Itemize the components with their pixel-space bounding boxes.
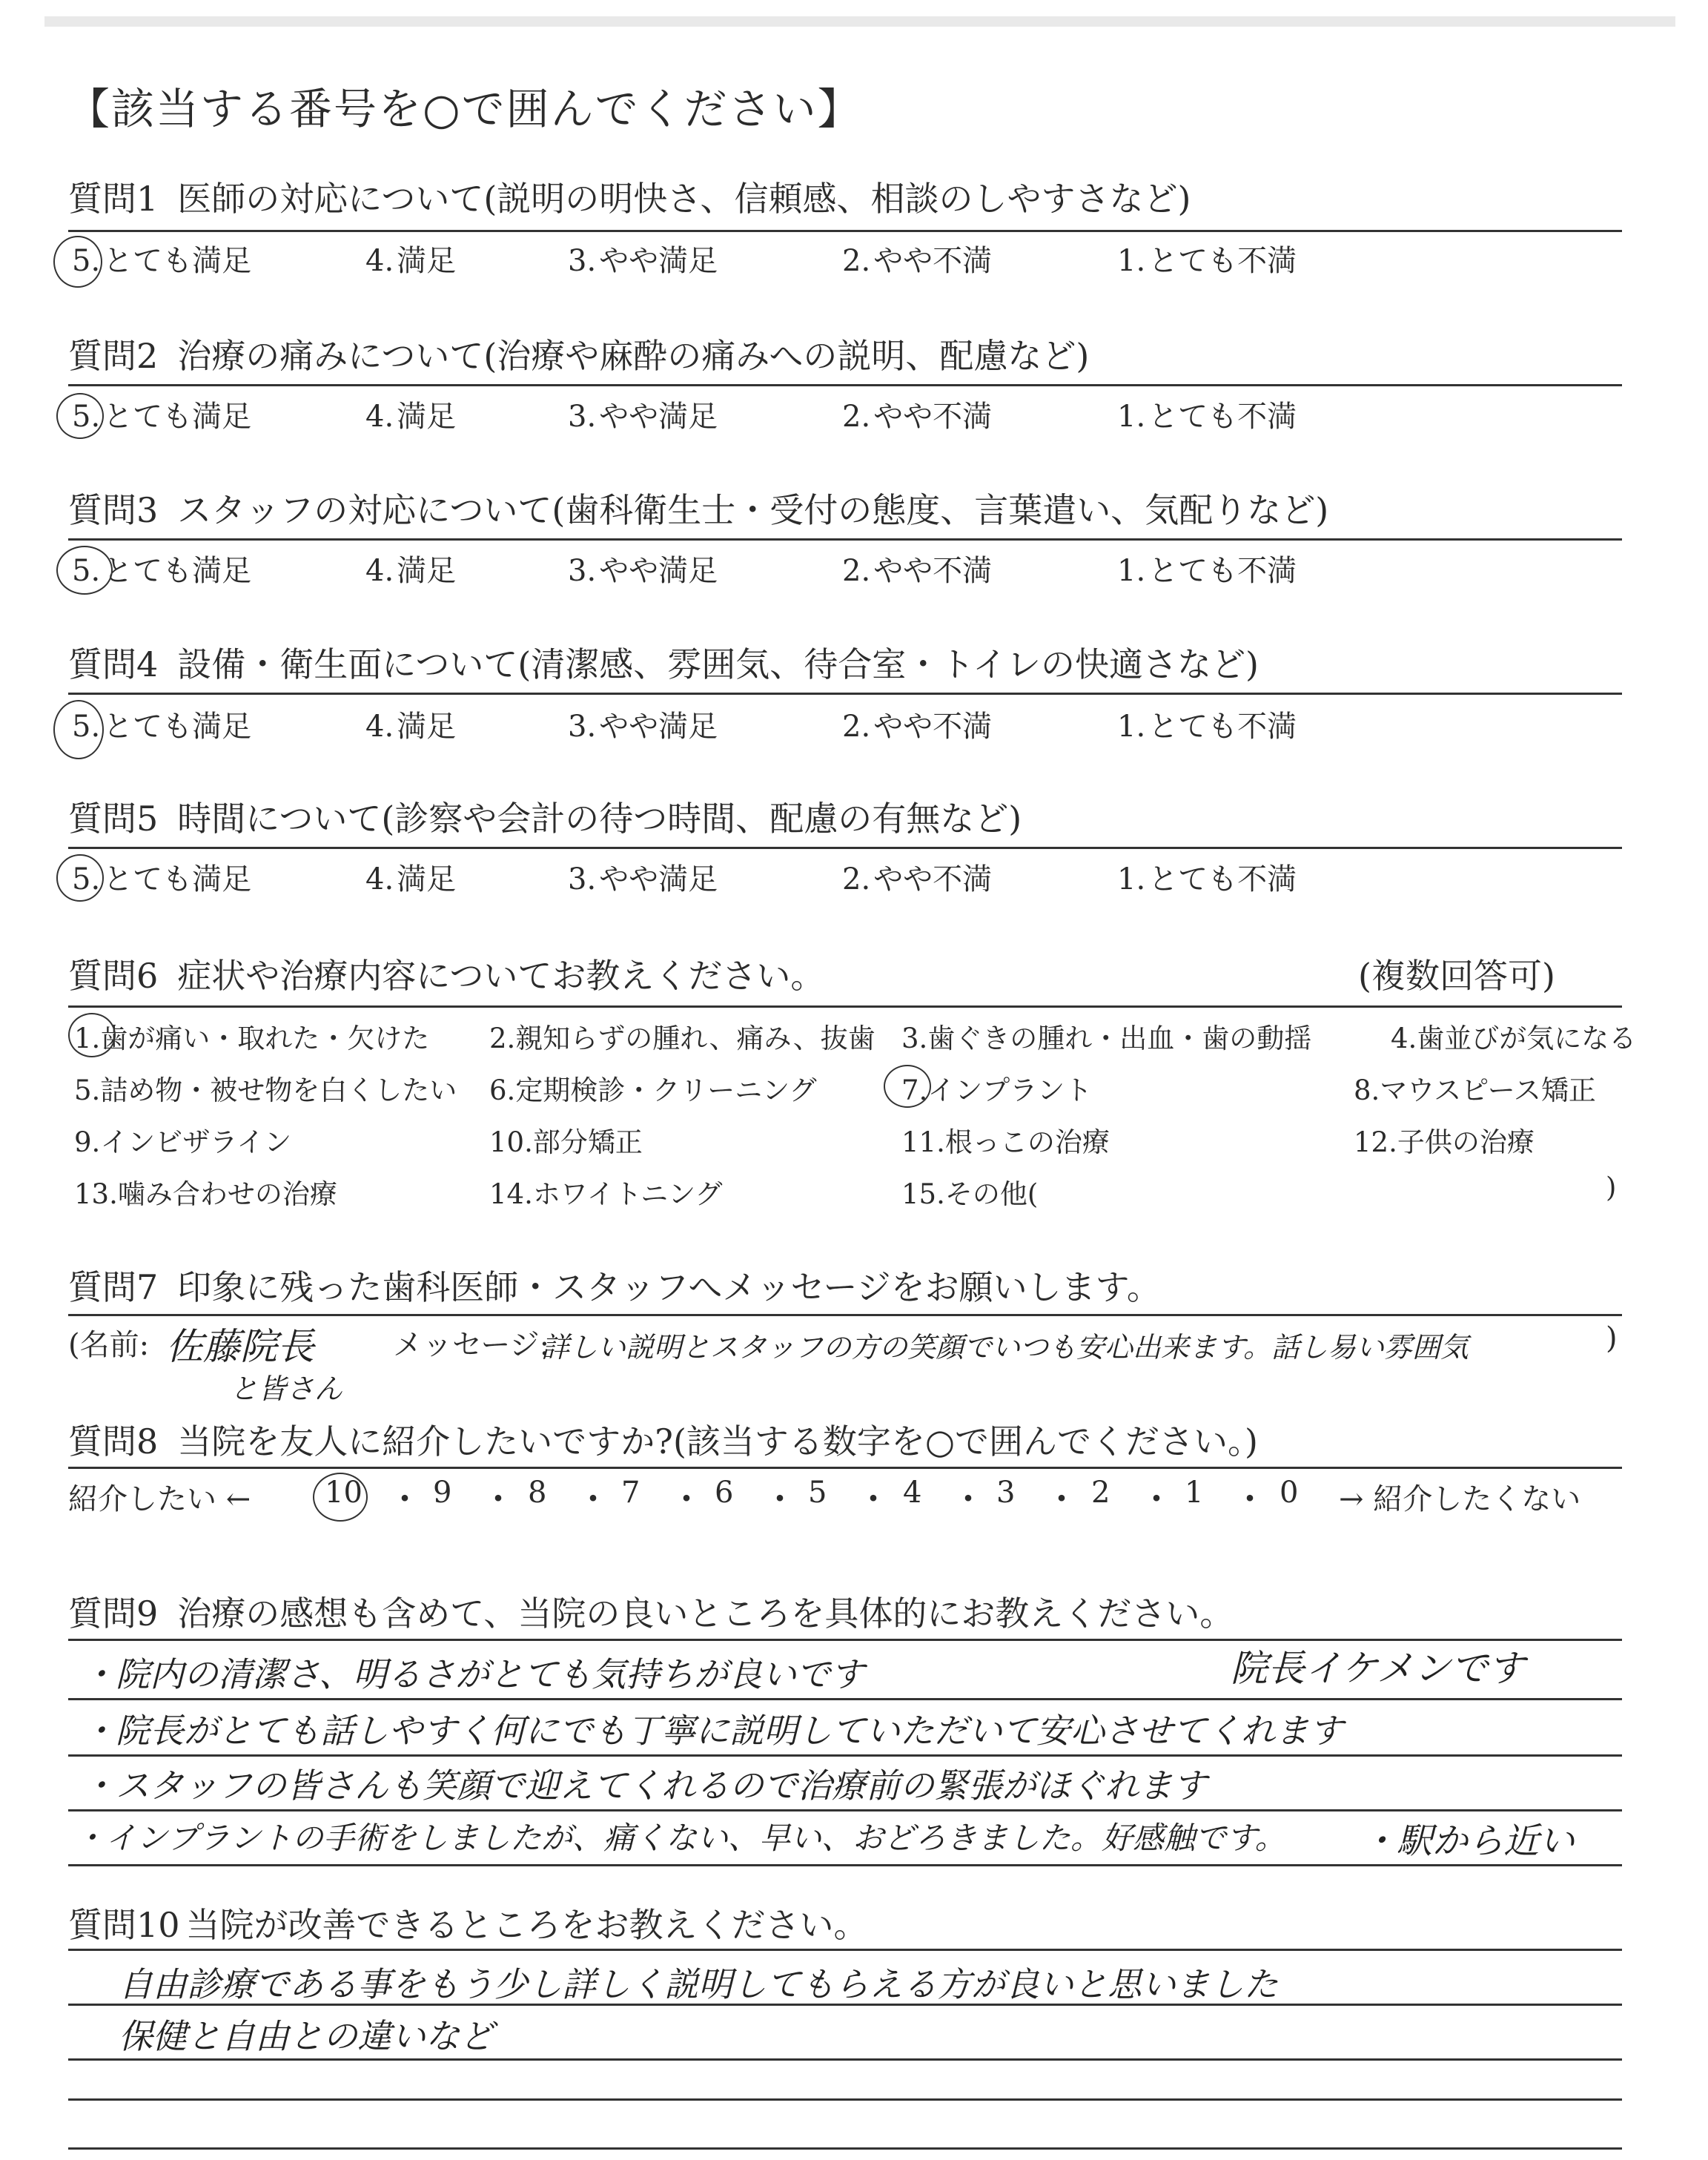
- q8-scale-0[interactable]: 0: [1280, 1476, 1299, 1510]
- question-2-number: 質問2: [68, 336, 159, 376]
- q4-option-5[interactable]: 5. とても満足: [72, 710, 252, 744]
- q9-answer-4: ・インプラントの手術をしましたが、痛くない、早い、おどろきました。好感触です。: [74, 1820, 1286, 1856]
- q6-item-14[interactable]: 14.ホワイトニング: [489, 1178, 723, 1210]
- q8-scale-8[interactable]: 8: [528, 1476, 547, 1510]
- question-3-number: 質問3: [68, 490, 159, 530]
- question-6-title: [68, 949, 824, 998]
- q8-scale-7[interactable]: 7: [621, 1476, 640, 1510]
- question-2-rule: [68, 384, 1622, 386]
- q1-option-1[interactable]: 1. とても不満: [1117, 244, 1297, 278]
- question-2-title: [68, 329, 1089, 378]
- q1-option-2[interactable]: 2. やや不満: [842, 244, 993, 278]
- q3-option-2[interactable]: 2. やや不満: [842, 554, 993, 588]
- q6-item-4[interactable]: 4.歯並びが気になる: [1391, 1023, 1637, 1054]
- q8-scale-2[interactable]: 2: [1091, 1476, 1110, 1510]
- question-10-number: 質問10: [68, 1905, 180, 1945]
- scan-edge: [44, 16, 1675, 27]
- q10-answer-1: 自由診療である事をもう少し詳しく説明してもらえる方が良いと思いました: [119, 1964, 1278, 2004]
- q7-name-handwritten: 佐藤院長: [166, 1325, 314, 1368]
- q3-selection-circle: [56, 546, 113, 595]
- question-1-number: 質問1: [68, 179, 159, 219]
- question-2-text: 治療の痛みについて(治療や麻酔の痛みへの説明、配慮など): [177, 336, 1090, 376]
- q10-line-3: [68, 2058, 1622, 2061]
- question-4-number: 質問4: [68, 644, 159, 684]
- q6-item-9[interactable]: 9.インビザライン: [74, 1126, 292, 1158]
- q1-option-5[interactable]: 5. とても満足: [72, 244, 252, 278]
- q9-aside-2: ・駅から近い: [1361, 1820, 1575, 1862]
- q7-close-paren: ): [1606, 1321, 1618, 1355]
- question-3-rule: [68, 538, 1622, 541]
- q5-option-4[interactable]: 4. 満足: [365, 862, 457, 896]
- question-9-text: 治療の感想も含めて、当院の良いところを具体的にお教えください。: [177, 1593, 1234, 1634]
- q6-item-15-close: ): [1606, 1172, 1617, 1203]
- question-1-rule: [68, 230, 1622, 232]
- q2-option-2[interactable]: 2. やや不満: [842, 400, 993, 434]
- q8-right-label: → 紹介したくない: [1339, 1482, 1581, 1516]
- q5-option-1[interactable]: 1. とても不満: [1117, 862, 1297, 896]
- q1-option-4[interactable]: 4. 満足: [365, 244, 457, 278]
- q6-item-10[interactable]: 10.部分矯正: [489, 1126, 643, 1158]
- q4-option-4[interactable]: 4. 満足: [365, 710, 457, 744]
- question-4-options: [0, 703, 1708, 747]
- q7-name-label: (名前:: [68, 1328, 150, 1362]
- q9-aside-1: 院長イケメンです: [1231, 1647, 1525, 1690]
- q6-item-5[interactable]: 5.詰め物・被せ物を白くしたい: [74, 1074, 457, 1106]
- q10-line-1: [68, 1949, 1622, 1951]
- question-4-title: [68, 638, 1259, 687]
- q7-message-handwritten: 詳しい説明とスタッフの方の笑顔でいつも安心出来ます。話し易い雰囲気: [541, 1331, 1469, 1364]
- q8-scale-3[interactable]: 3: [996, 1476, 1016, 1510]
- question-9-number: 質問9: [68, 1593, 159, 1634]
- question-8-rule: [68, 1467, 1622, 1469]
- q9-line-5: [68, 1864, 1622, 1866]
- question-7-title: [68, 1261, 1161, 1309]
- question-3-options: [0, 547, 1708, 592]
- q8-scale-4[interactable]: 4: [903, 1476, 922, 1510]
- question-5-options: [0, 856, 1708, 900]
- form-heading: 【該当する番号を○で囲んでください】: [67, 84, 862, 134]
- q3-option-5[interactable]: 5. とても満足: [72, 554, 252, 588]
- q8-scale-6[interactable]: 6: [715, 1476, 734, 1510]
- question-5-rule: [68, 847, 1622, 849]
- q6-item-15[interactable]: 15.その他(: [901, 1178, 1039, 1210]
- q10-answer-2: 保健と自由との違いなど: [119, 2016, 494, 2056]
- question-5-number: 質問5: [68, 799, 159, 839]
- q6-item-8[interactable]: 8.マウスピース矯正: [1354, 1074, 1596, 1106]
- q8-left-label: 紹介したい ←: [68, 1482, 251, 1516]
- question-5-text: 時間について(診察や会計の待つ時間、配慮の有無など): [177, 799, 1022, 839]
- q4-option-1[interactable]: 1. とても不満: [1117, 710, 1297, 744]
- q1-selection-circle: [53, 236, 102, 288]
- question-4-rule: [68, 693, 1622, 695]
- q6-item-7[interactable]: 7.インプラント: [901, 1074, 1093, 1106]
- q8-scale-5[interactable]: 5: [808, 1476, 827, 1510]
- q4-selection-circle: [53, 700, 104, 759]
- q1-option-3[interactable]: 3. やや満足: [568, 244, 718, 278]
- question-10-text: 当院が改善できるところをお教えください。: [185, 1905, 868, 1945]
- q9-answer-3: ・スタッフの皆さんも笑顔で迎えてくれるので治療前の緊張がほぐれます: [82, 1766, 1207, 1806]
- q8-scale-10[interactable]: 10: [325, 1476, 363, 1510]
- q9-line-3: [68, 1754, 1622, 1757]
- question-10-title: [68, 1898, 868, 1947]
- question-8-text: 当院を友人に紹介したいですか?(該当する数字を○で囲んでください。): [177, 1421, 1258, 1462]
- question-6-text: 症状や治療内容についてお教えください。: [177, 956, 825, 996]
- question-2-options: [0, 393, 1708, 437]
- q6-item-11[interactable]: 11.根っこの治療: [901, 1126, 1110, 1158]
- q2-option-4[interactable]: 4. 満足: [365, 400, 457, 434]
- question-8-number: 質問8: [68, 1421, 159, 1462]
- q4-option-2[interactable]: 2. やや不満: [842, 710, 993, 744]
- question-7-rule: [68, 1314, 1622, 1316]
- q2-selection-circle: [56, 393, 104, 439]
- q6-item-2[interactable]: 2.親知らずの腫れ、痛み、抜歯: [489, 1023, 875, 1054]
- question-4-text: 設備・衛生面について(清潔感、雰囲気、待合室・トイレの快適さなど): [177, 644, 1259, 684]
- question-5-title: [68, 792, 1022, 841]
- question-1-options: [0, 237, 1708, 282]
- q7-name-handwritten-2: と皆さん: [230, 1373, 343, 1405]
- q6-item-6[interactable]: 6.定期検診・クリーニング: [489, 1074, 817, 1106]
- q2-option-1[interactable]: 1. とても不満: [1117, 400, 1297, 434]
- question-1-title: [68, 172, 1191, 221]
- question-6-options: [0, 1016, 1708, 1238]
- q5-option-3[interactable]: 3. やや満足: [568, 862, 718, 896]
- question-1-text: 医師の対応について(説明の明快さ、信頼感、相談のしやすさなど): [177, 179, 1191, 219]
- q2-option-5[interactable]: 5. とても満足: [72, 400, 252, 434]
- q8-scale-9[interactable]: 9: [433, 1476, 452, 1510]
- question-3-title: [68, 483, 1328, 532]
- q9-answer-1: ・院内の清潔さ、明るさがとても気持ちが良いです: [82, 1654, 865, 1694]
- q5-selection-circle: [56, 854, 104, 902]
- q6-selection-circle-7: [884, 1065, 931, 1108]
- question-7-number: 質問7: [68, 1267, 159, 1307]
- question-3-text: スタッフの対応について(歯科衛生士・受付の態度、言葉遣い、気配りなど): [177, 490, 1329, 530]
- q5-option-5[interactable]: 5. とても満足: [72, 862, 252, 896]
- q2-option-3[interactable]: 3. やや満足: [568, 400, 718, 434]
- q8-selection-circle: [313, 1473, 368, 1522]
- question-8-title: [68, 1415, 1258, 1464]
- question-6-number: 質問6: [68, 956, 159, 996]
- q6-selection-circle-1: [68, 1013, 116, 1057]
- q6-item-13[interactable]: 13.噛み合わせの治療: [74, 1178, 337, 1210]
- q9-answer-2: ・院長がとても話しやすく何にでも丁寧に説明していただいて安心させてくれます: [82, 1711, 1343, 1751]
- survey-form: 【該当する番号を○で囲んでください】 質問1 医師の対応について(説明の明快さ、信頼感、相談のしやすさなど) 5. とても満足 4. 満足 3. やや満足 2. やや不満 1. とても不満 質問2 治療の痛みについて(治療や麻酔の痛みへの説明、配慮など) 5. とても満足 4. 満足 3. やや満足 2. やや不満 1. とても不満 質問3 スタッフの対応について(歯科衛生士・受付の態度、言葉遣い、気配りなど) 5. とても満足 4. 満足 3. やや満足 2. やや不満 1. とても不満 質問4 設備・衛生面について(清潔感、雰囲気、待合室・トイレの快適さなど) 5. とても満足 4. 満足 3. やや満足 2. やや不満 1. とても不満 質問5 時間について(診察や会計の待つ時間、配慮の有無など) 5. とても満足 4. 満足 3. やや満足 2. やや不満 1. とても不満 質問6 症状や治療内容についてお教えください。 (複数回答可) 1.歯が痛い・取れた・欠けた 2.親知らずの腫れ、痛み、抜歯 3.歯ぐきの腫れ・出血・歯の動揺 4.歯並びが気になる 5.詰め物・被せ物を白くしたい 6.定期検診・クリーニング 7.インプラント 8.マウスピース矯正 9.インビザライン 10.部分矯正 11.根っこの治療 12.子供の治療 13.噛み合わせの治療 14.ホワイトニング 15.その他( ) 質問7 印象に残った歯科医師・スタッフへメッセージをお願いします。 (名前: メッセージ: ) 佐藤院長 と皆さん 詳しい説明とスタッフの方の笑顔でいつも安心出来ます。話し易い雰囲気 質問8 当院を友人に紹介したいですか?(該当する数字を○で囲んでください。) 紹介したい ← 10 ・ 9 ・ 8 ・ 7 ・ 6 ・ 5 ・ 4 ・ 3 ・ 2 ・ 1 ・ 0 → 紹介したくない 質問9 治療の感想も含めて、当院の良いところを具体的にお教えください。 ・院内の清潔さ、明るさがとても気持ちが良いです 院長イケメンです ・院長がとても話しやすく何にでも丁寧に説明していただいて安心させてくれます ・スタッフの皆さんも笑顔で迎えてくれるので治療前の緊張がほぐれます ・インプラントの手術をしましたが、痛くない、早い、おどろきました。好感触です。 ・駅から近い 質問10 当院が改善できるところをお教えください。 自由診療である事をもう少し詳しく説明してもらえる方が良いと思いました 保健と自由との違いなど: [0, 0, 1708, 2160]
- q9-line-4: [68, 1809, 1622, 1811]
- question-9-title: [68, 1587, 1234, 1636]
- q6-item-1[interactable]: 1.歯が痛い・取れた・欠けた: [74, 1023, 430, 1054]
- question-7-text: 印象に残った歯科医師・スタッフへメッセージをお願いします。: [177, 1267, 1161, 1307]
- q6-item-3[interactable]: 3.歯ぐきの腫れ・出血・歯の動揺: [901, 1023, 1312, 1054]
- question-6-note: (複数回答可): [1358, 956, 1555, 996]
- q7-message-label: メッセージ:: [393, 1328, 550, 1362]
- q4-option-3[interactable]: 3. やや満足: [568, 710, 718, 744]
- q8-scale-1[interactable]: 1: [1185, 1476, 1204, 1510]
- q5-option-2[interactable]: 2. やや不満: [842, 862, 993, 896]
- question-6-rule: [68, 1005, 1622, 1008]
- q10-line-5: [68, 2147, 1622, 2150]
- q3-option-1[interactable]: 1. とても不満: [1117, 554, 1297, 588]
- q3-option-4[interactable]: 4. 満足: [365, 554, 457, 588]
- q3-option-3[interactable]: 3. やや満足: [568, 554, 718, 588]
- q9-line-2: [68, 1698, 1622, 1700]
- q10-line-4: [68, 2098, 1622, 2101]
- q6-item-12[interactable]: 12.子供の治療: [1354, 1126, 1535, 1158]
